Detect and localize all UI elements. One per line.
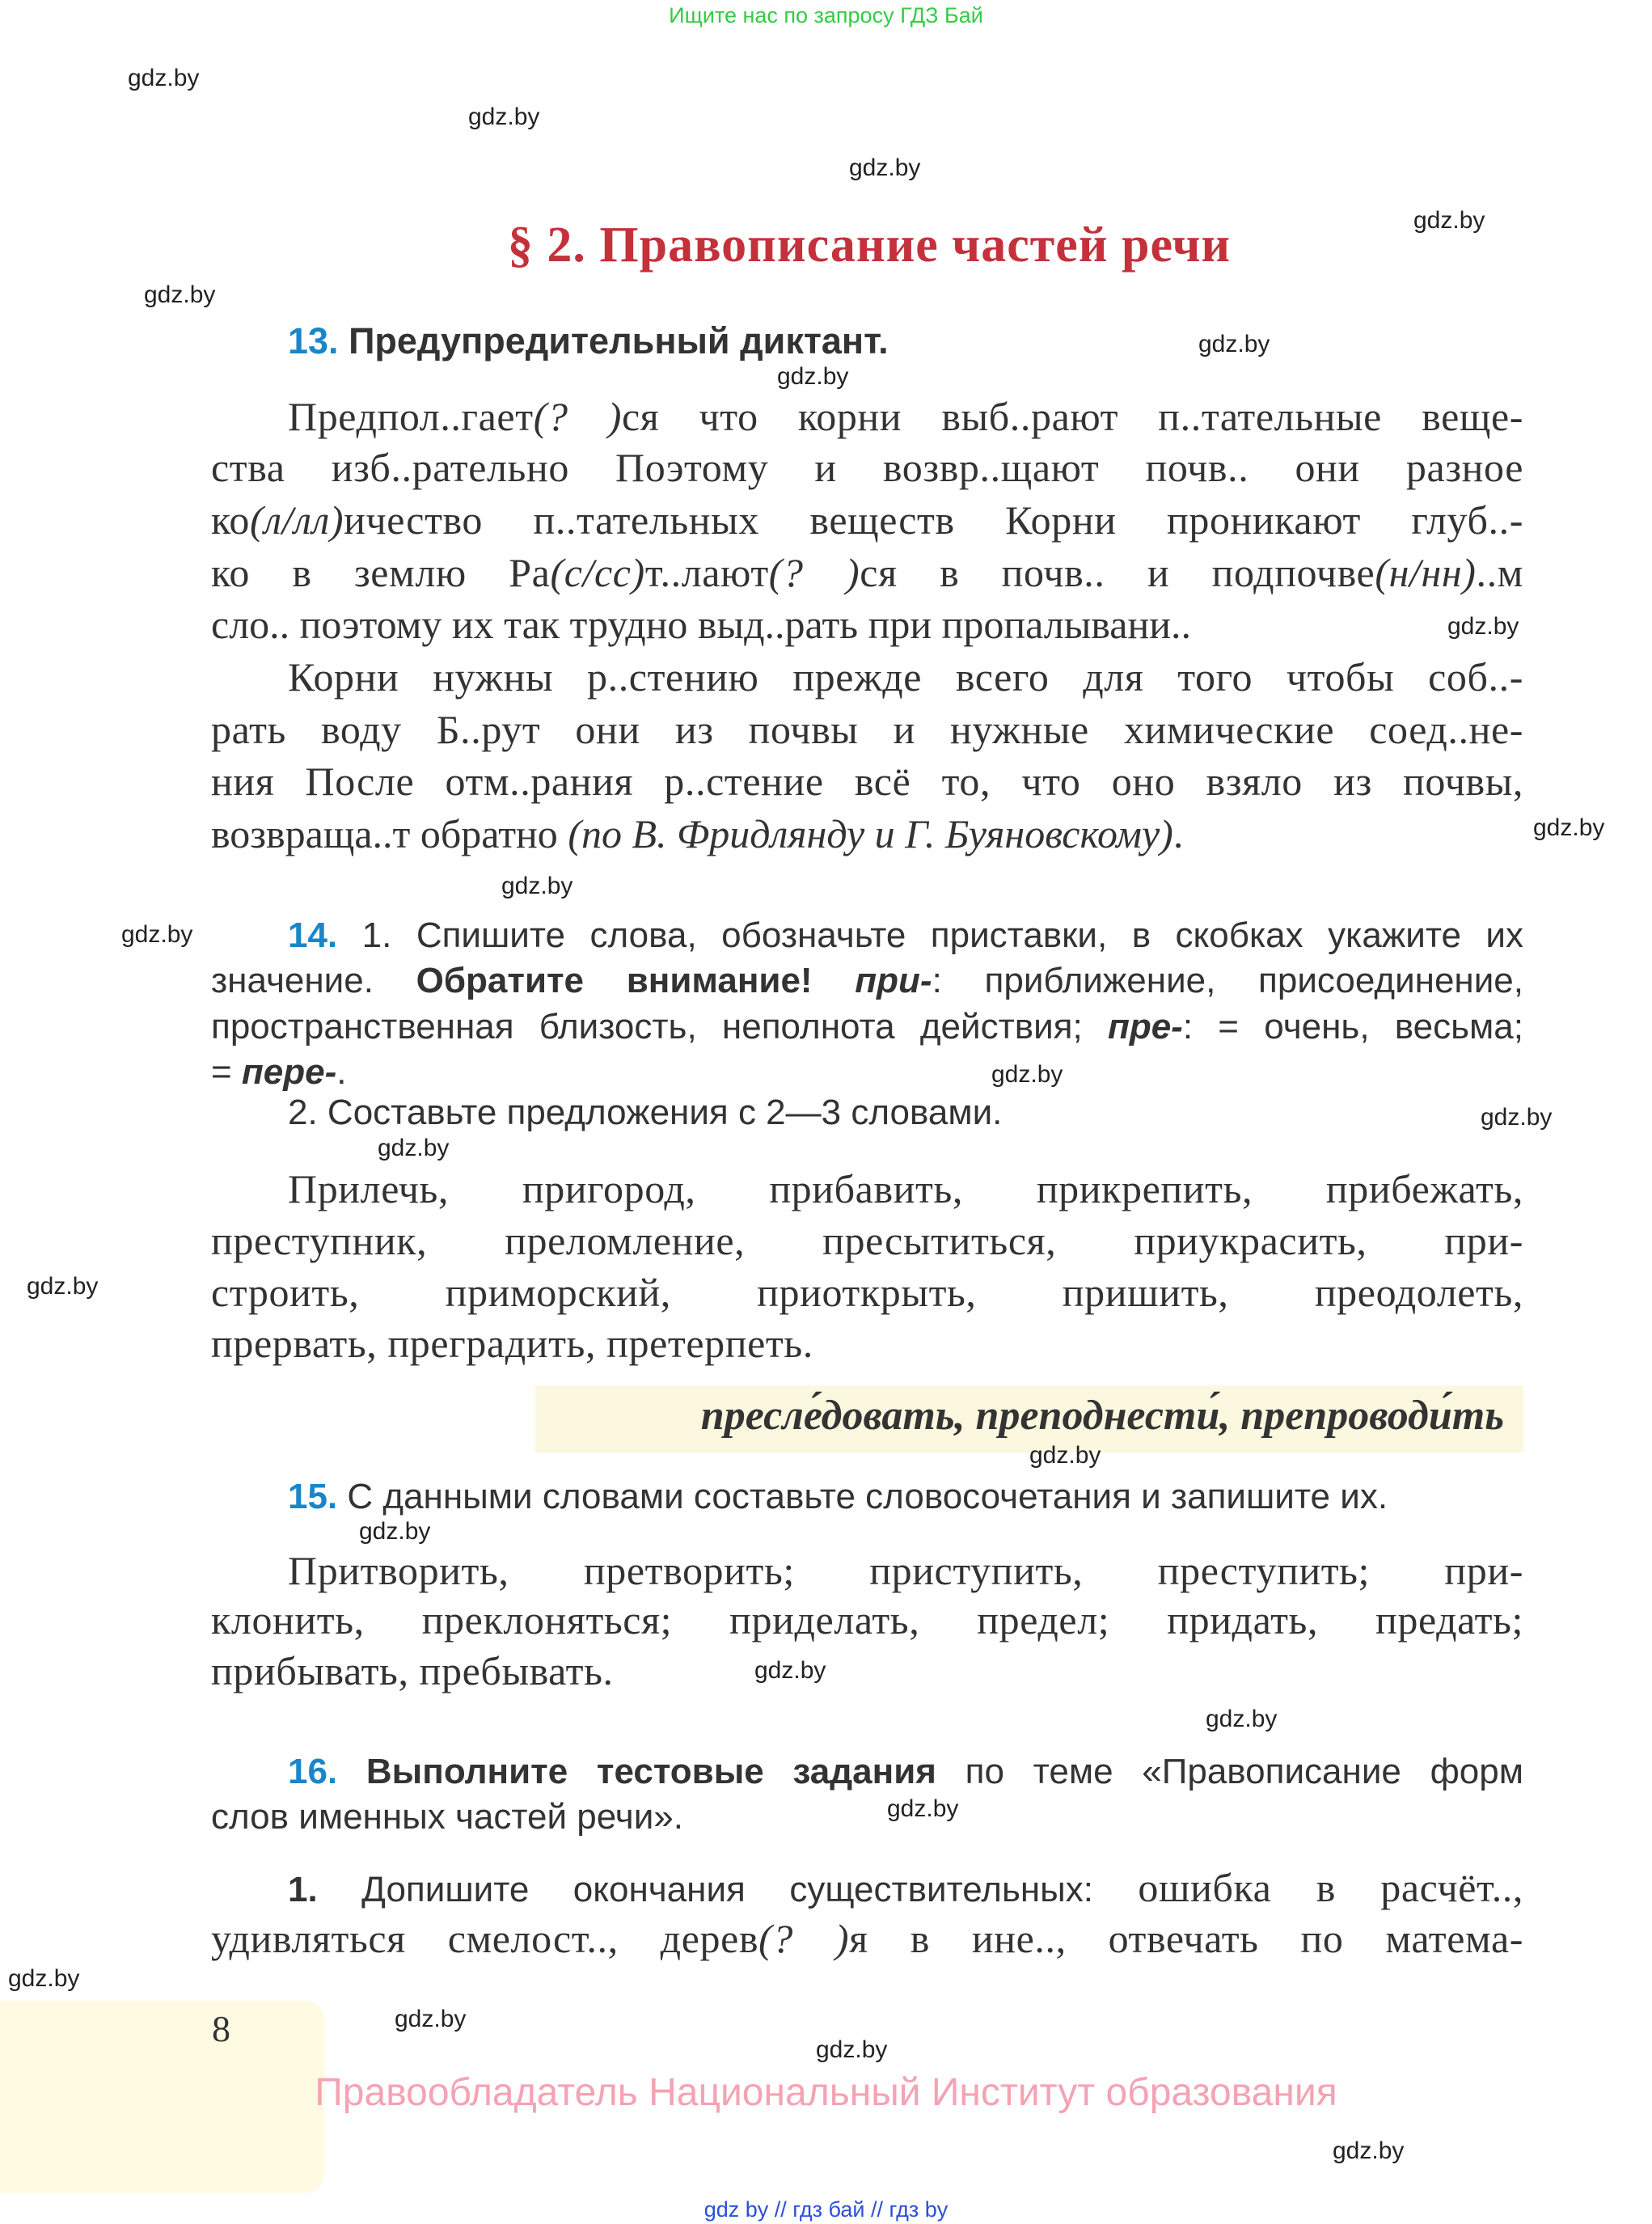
watermark: gdz.by	[1029, 1442, 1101, 1469]
watermark: gdz.by	[128, 65, 200, 91]
test-item-1	[288, 1864, 1523, 1916]
text: ся что корни выб..рают п..тательные веще-	[621, 394, 1523, 439]
text-line	[288, 653, 1523, 705]
watermark: gdz.by	[8, 1965, 80, 1992]
text: пространственная близость, неполнота действия;	[211, 1007, 1108, 1046]
word-line: клонить, преклоняться; приделать, предел; придать, предать;	[211, 1597, 1523, 1643]
watermark: gdz.by	[378, 1135, 450, 1161]
text-line	[211, 958, 1523, 1004]
text: 1. Спишите слова, обозначьте приставки, в скобках укажите их	[361, 915, 1524, 955]
exercise-14-task1	[288, 913, 1523, 958]
text-line: слов именных частей речи».	[211, 1797, 683, 1837]
footer-links[interactable]: gdz by // гдз бай // гдз by	[703, 2197, 949, 2222]
watermark: gdz.by	[1447, 613, 1519, 640]
watermark: gdz.by	[1333, 2137, 1405, 2164]
word-line: строить, приморский, приоткрыть, пришить, преодолеть,	[211, 1270, 1523, 1315]
watermark: gdz.by	[991, 1061, 1063, 1088]
attention-note: Обратите внимание!	[416, 961, 856, 1000]
word-line: Притворить, претворить; приступить, преступить; при-	[288, 1548, 1523, 1593]
watermark: gdz.by	[1413, 207, 1485, 234]
exercise-number: 16.	[288, 1752, 338, 1791]
watermark: gdz.by	[1206, 1706, 1278, 1732]
spelling-note: пресле́довать, преподнести́, препроводи́ть	[700, 1393, 1504, 1439]
watermark: gdz.by	[887, 1795, 959, 1822]
text-line	[211, 1050, 1523, 1095]
copyright-notice: Правообладатель Национальный Институт образования	[315, 2071, 1337, 2114]
watermark: gdz.by	[1481, 1104, 1553, 1131]
watermark: gdz.by	[849, 154, 921, 181]
exercise-14-task2: 2. Составьте предложения с 2—3 словами.	[288, 1093, 1003, 1132]
text: Корни нужны р..стению прежде всего для того чтобы соб..-	[288, 654, 1523, 700]
italic-hint: (л/лл)	[249, 497, 344, 543]
watermark: gdz.by	[468, 104, 540, 130]
watermark: gdz.by	[27, 1273, 99, 1300]
exercise-number: 14.	[288, 915, 338, 955]
text: С данными словами составьте словосочетания и запишите их.	[347, 1477, 1388, 1516]
text: ко в землю Ра	[211, 550, 551, 595]
italic-hint: (? )	[768, 550, 860, 595]
text: : = очень, весьма;	[1182, 1007, 1523, 1046]
watermark: gdz.by	[1533, 814, 1605, 841]
text-line	[211, 810, 1523, 862]
section-title: § 2. Правописание частей речи	[507, 218, 1232, 273]
text: ко	[211, 497, 250, 543]
page-number: 8	[212, 2008, 230, 2049]
word-line: Прилечь, пригород, прибавить, прикрепить, прибежать,	[288, 1166, 1523, 1211]
text: значение.	[211, 961, 416, 1000]
watermark: gdz.by	[121, 921, 193, 948]
italic-hint: (? )	[758, 1916, 850, 1961]
text: .	[336, 1052, 347, 1092]
text: ..м	[1476, 550, 1523, 595]
text-line	[211, 549, 1523, 601]
prefix: пере-	[241, 1052, 337, 1092]
watermark: gdz.by	[501, 873, 573, 899]
exercise-number: 15.	[288, 1477, 338, 1516]
watermark: gdz.by	[359, 1518, 431, 1545]
text: =	[211, 1052, 242, 1092]
text: Предпол..гает	[288, 394, 534, 439]
italic-hint: (с/сс)	[550, 550, 645, 595]
text: рать воду Б..рут они из почвы и нужные химические соед..не-	[211, 707, 1523, 752]
text-line	[211, 601, 1523, 653]
text: ичество п..тательных веществ Корни проникают глуб..-	[344, 497, 1523, 543]
text-line	[288, 393, 1523, 445]
source-attribution: (по В. Фридлянду и Г. Буяновскому)	[568, 811, 1173, 856]
exercise-16-task	[288, 1749, 1523, 1795]
exercise-15-task	[288, 1474, 1523, 1520]
watermark: gdz.by	[777, 363, 849, 390]
text-line	[211, 706, 1523, 758]
text: Выполните тестовые задания	[365, 1752, 936, 1791]
text: я в ине.., отвечать по матема-	[849, 1916, 1523, 1961]
watermark: gdz.by	[754, 1657, 826, 1684]
exercise-13-heading	[288, 319, 1523, 364]
search-hint-banner: Ищите нас по запросу ГДЗ Бай	[669, 3, 983, 27]
text-line	[211, 444, 1523, 496]
word-line: прервать, преградить, претерпеть.	[211, 1321, 813, 1366]
text-line	[211, 1004, 1523, 1050]
text: по теме «Правописание форм	[936, 1752, 1523, 1791]
watermark: gdz.by	[395, 2006, 467, 2032]
text-line	[211, 497, 1523, 548]
italic-hint: (? )	[533, 394, 622, 439]
watermark: gdz.by	[1198, 331, 1270, 357]
text: ся в почв.. и подпочве	[860, 550, 1375, 595]
text: возвраща..т обратно	[211, 811, 568, 856]
word-line: прибывать, пребывать.	[211, 1648, 614, 1693]
item-number: 1.	[288, 1870, 318, 1909]
italic-hint: (н/нн)	[1375, 550, 1477, 595]
exercise-title: Предупредительный диктант.	[349, 320, 889, 362]
text: удивляться смелост.., дерев	[211, 1916, 759, 1961]
text: ошибка в расчёт..,	[1093, 1865, 1523, 1910]
prefix: при-	[855, 961, 932, 1000]
text: ния После отм..рания р..стение всё то, что оно взяло из почвы,	[211, 759, 1523, 804]
word-line: преступник, преломление, пресытиться, приукрасить, при-	[211, 1218, 1523, 1263]
text-line	[211, 1915, 1523, 1967]
prefix: пре-	[1107, 1007, 1183, 1046]
text: .	[1172, 811, 1184, 856]
watermark: gdz.by	[144, 281, 216, 308]
text: сло.. поэтому их так трудно выд..рать при пропалывани..	[211, 602, 1191, 647]
text: Допишите окончания существительных:	[317, 1870, 1094, 1909]
text: т..лают	[644, 550, 769, 595]
watermark: gdz.by	[816, 2036, 888, 2063]
exercise-number: 13.	[288, 320, 339, 362]
text: : приближение, присоединение,	[932, 961, 1523, 1000]
text-line	[211, 758, 1523, 810]
text: ства изб..рательно Поэтому и возвр..щают почв.. они разное	[211, 445, 1523, 490]
